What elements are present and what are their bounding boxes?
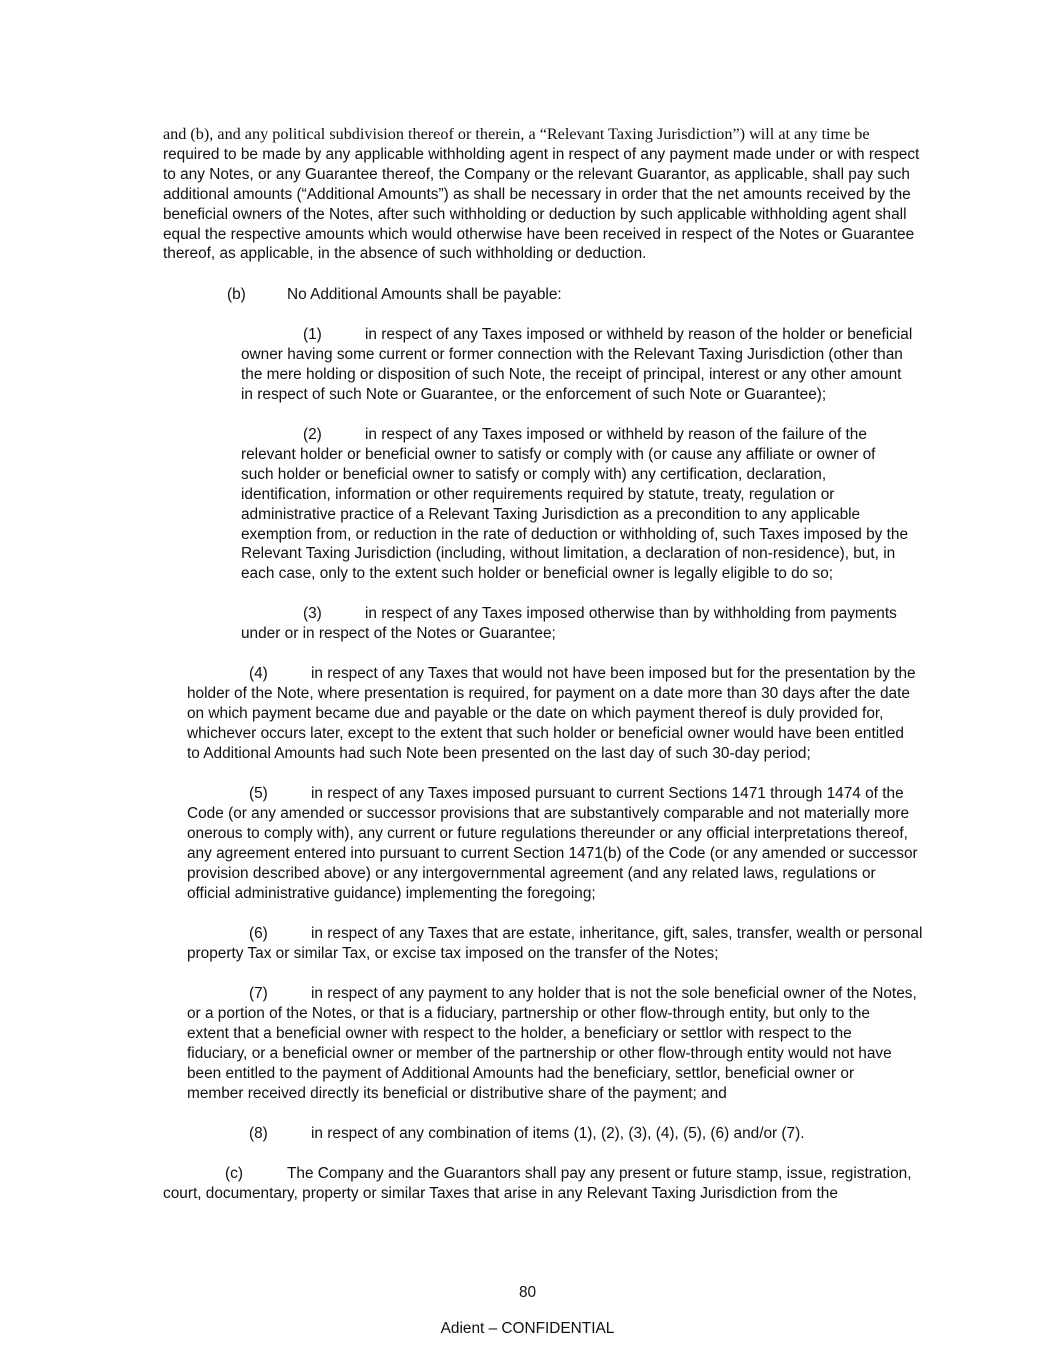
item-text: in respect of any Taxes that would not have been imposed but for the presentation by the (311, 665, 916, 682)
section-c-text: The Company and the Guarantors shall pay any present or future stamp, issue, registration, (287, 1165, 912, 1182)
intro-line: and (b), and any political subdivision thereof or therein, a “Relevant Taxing Jurisdiction”) will at any time be (163, 125, 870, 143)
section-c-line: court, documentary, property or similar Taxes that arise in any Relevant Taxing Jurisdiction from the (163, 1184, 838, 1202)
section-b-text: No Additional Amounts shall be payable: (287, 286, 562, 303)
item-label: (7) (249, 985, 268, 1002)
item-text: in respect of any Taxes imposed or withheld by reason of the failure of the (365, 426, 867, 443)
item-line: administrative practice of a Relevant Taxing Jurisdiction as a precondition to any applicable (241, 505, 861, 523)
item-label: (6) (249, 925, 268, 942)
item-line: holder of the Note, where presentation is required, for payment on a date more than 30 days after the date (187, 684, 910, 702)
item-text: in respect of any payment to any holder that is not the sole beneficial owner of the Notes, (311, 985, 917, 1002)
intro-line: beneficial owners of the Notes, after such withholding or deduction by such applicable withholding agent shall (163, 205, 907, 223)
item-line: relevant holder or beneficial owner to satisfy or comply with (or cause any affiliate or owner of (241, 445, 876, 463)
list-item-6 (187, 924, 922, 964)
item-line: such holder or beneficial owner to satisfy or comply with) any certification, declaration, (241, 465, 827, 483)
item-line: exemption from, or reduction in the rate of deduction or withholding of, such Taxes imposed by the (241, 525, 909, 543)
item-line: Code (or any amended or successor provisions that are substantively comparable and not materially more (187, 804, 910, 822)
list-item-2 (241, 425, 908, 584)
item-line: Relevant Taxing Jurisdiction (including, without limitation, a declaration of non-residence), but, in (241, 545, 896, 563)
list-item-3 (241, 604, 897, 644)
list-item-7 (187, 984, 917, 1103)
item-line: extent that a beneficial owner with respect to the holder, a beneficiary or settlor with respect to the (187, 1024, 852, 1042)
list-item-1 (241, 325, 912, 405)
item-line: identification, information or other requirements required by statute, treaty, regulation or (241, 485, 835, 503)
intro-paragraph (163, 125, 919, 264)
item-line: any agreement entered into pursuant to current Section 1471(b) of the Code (or any amended or successor (187, 844, 918, 862)
list-item-5 (187, 784, 918, 903)
item-line: provision described above) or any intergovernmental agreement (and any related laws, regulations or (187, 864, 876, 882)
intro-line: additional amounts (“Additional Amounts”) as shall be necessary in order that the net amounts received by the (163, 185, 911, 203)
item-label: (8) (249, 1125, 268, 1142)
list-item-8 (187, 1124, 805, 1144)
item-label: (1) (303, 326, 322, 343)
item-line: under or in respect of the Notes or Guarantee; (241, 624, 556, 642)
intro-line: equal the respective amounts which would otherwise have been received in respect of the Notes or Guarantee (163, 225, 915, 243)
item-text: in respect of any Taxes imposed or withheld by reason of the holder or beneficial (365, 326, 913, 343)
intro-line: to any Notes, or any Guarantee thereof, the Company or the relevant Guarantor, as applicable, shall pay such (163, 165, 910, 183)
item-line: onerous to comply with), any current or future regulations thereunder or any official interpretations thereof, (187, 824, 908, 842)
item-text: in respect of any Taxes imposed pursuant to current Sections 1471 through 1474 of the (311, 785, 904, 802)
page-number: 80 (518, 1284, 537, 1301)
item-label: (3) (303, 605, 322, 622)
item-line: whichever occurs later, except to the extent that such holder or beneficial owner would have been entitled (187, 724, 904, 742)
item-text: in respect of any Taxes that are estate, inheritance, gift, sales, transfer, wealth or personal (311, 925, 923, 942)
item-line: to Additional Amounts had such Note been presented on the last day of such 30-day period; (187, 744, 811, 762)
section-c-label: (c) (225, 1165, 243, 1182)
item-line: on which payment became due and payable or the date on which payment thereof is duly provided for, (187, 704, 884, 722)
section-b-label: (b) (227, 286, 246, 303)
item-line: each case, only to the extent such holder or beneficial owner is legally eligible to do so; (241, 565, 834, 583)
section-b-heading (227, 285, 562, 305)
intro-line: thereof, as applicable, in the absence of such withholding or deduction. (163, 245, 647, 263)
item-line: the mere holding or disposition of such Note, the receipt of principal, interest or any other amount (241, 365, 902, 383)
item-line: or a portion of the Notes, or that is a fiduciary, partnership or other flow-through entity, but only to the (187, 1004, 870, 1022)
item-line: in respect of such Note or Guarantee, or the enforcement of such Note or Guarantee); (241, 385, 827, 403)
intro-line: required to be made by any applicable withholding agent in respect of any payment made under or with respect (163, 145, 920, 163)
item-line: fiduciary, or a beneficial owner or member of the partnership or other flow-through entity would not have (187, 1044, 892, 1062)
confidential-footer: Adient – CONFIDENTIAL (440, 1320, 615, 1337)
item-label: (2) (303, 426, 322, 443)
item-line: official administrative guidance) implementing the foregoing; (187, 884, 596, 902)
item-line: been entitled to the payment of Additional Amounts had the beneficiary, settlor, beneficial owner or (187, 1064, 855, 1082)
item-line: member received directly its beneficial or distributive share of the payment; and (187, 1084, 727, 1102)
item-label: (4) (249, 665, 268, 682)
item-line: owner having some current or former connection with the Relevant Taxing Jurisdiction (other than (241, 345, 903, 363)
section-c-paragraph (163, 1164, 912, 1204)
item-text: in respect of any combination of items (1), (2), (3), (4), (5), (6) and/or (7). (311, 1125, 805, 1142)
item-line: property Tax or similar Tax, or excise tax imposed on the transfer of the Notes; (187, 944, 719, 962)
list-item-4 (187, 664, 916, 764)
item-text: in respect of any Taxes imposed otherwise than by withholding from payments (365, 605, 897, 622)
item-label: (5) (249, 785, 268, 802)
